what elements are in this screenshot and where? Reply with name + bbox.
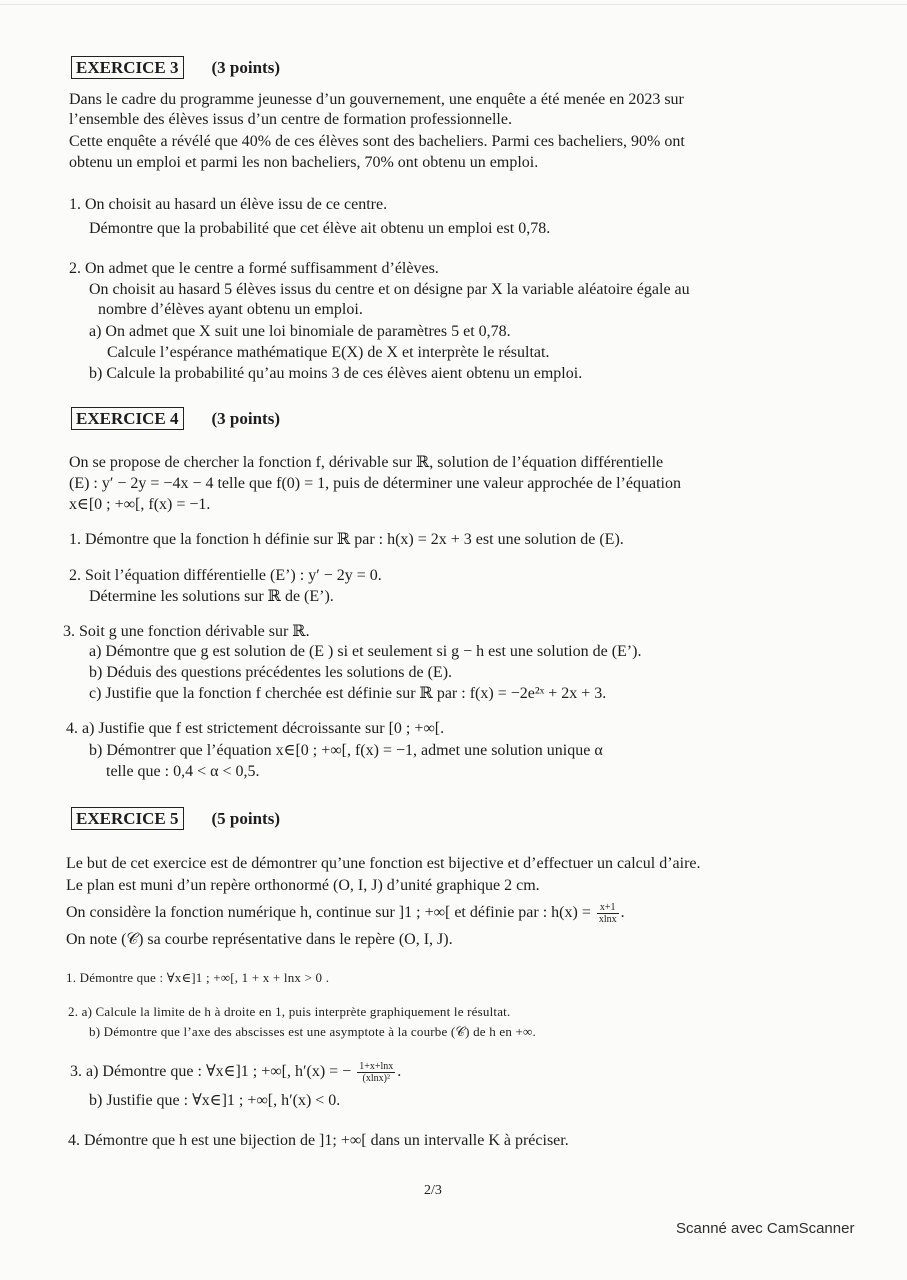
ex3-intro-line: Dans le cadre du programme jeunesse d’un gouvernement, une enquête a été menée en 2023 sur bbox=[69, 91, 684, 108]
ex4-q3c: c) Justifie que la fonction f cherchée est définie sur ℝ par : f(x) = −2e²ˣ + 2x + 3. bbox=[89, 685, 607, 702]
ex3-intro-line: Cette enquête a révélé que 40% de ces élèves sont des bacheliers. Parmi ces bacheliers, 90% ont bbox=[69, 133, 685, 150]
exercise-3-label: EXERCICE 3 bbox=[71, 56, 184, 79]
ex4-q4a: 4. a) Justifie que f est strictement décroissante sur [0 ; +∞[. bbox=[66, 720, 445, 737]
scanner-watermark: Scanné avec CamScanner bbox=[676, 1220, 855, 1237]
ex5-q2a: 2. a) Calcule la limite de h à droite en 1, puis interprète graphiquement le résultat. bbox=[68, 1004, 511, 1019]
ex4-q3b: b) Déduis des questions précédentes les solutions de (E). bbox=[89, 664, 453, 681]
ex3-intro-line: obtenu un emploi et parmi les non bacheliers, 70% ont obtenu un emploi. bbox=[69, 154, 539, 171]
exercise-5-label: EXERCICE 5 bbox=[71, 807, 184, 830]
exercise-4-label: EXERCICE 4 bbox=[71, 407, 184, 430]
exercise-4-header bbox=[71, 407, 280, 430]
ex3-q2a: a) On admet que X suit une loi binomiale de paramètres 5 et 0,78. bbox=[89, 323, 511, 340]
hprime-fraction bbox=[357, 1061, 395, 1084]
ex5-q3a-line: 3. a) Démontre que : ∀x∈]1 ; +∞[, h′(x) = − $\frac{1+x+\ln x}{\text{(xlnx)²}}$ . bbox=[70, 1061, 402, 1084]
ex5-intro-line: Le but de cet exercice est de démontrer qu’une fonction est bijective et d’effectuer un calcul d’aire. bbox=[66, 855, 701, 872]
ex3-q2-text: On choisit au hasard 5 élèves issus du centre et on désigne par X la variable aléatoire égale au bbox=[89, 281, 690, 298]
ex3-q1: 1. On choisit au hasard un élève issu de ce centre. bbox=[69, 196, 388, 213]
ex4-intro-line: x∈[0 ; +∞[, f(x) = −1. bbox=[69, 496, 211, 513]
h-fraction bbox=[597, 902, 619, 925]
exercise-3-header bbox=[71, 56, 280, 79]
ex4-q4b: b) Démontrer que l’équation x∈[0 ; +∞[, f(x) = −1, admet une solution unique α bbox=[89, 742, 603, 759]
hprime-fraction-numerator: 1+x+lnx bbox=[359, 1061, 394, 1072]
ex3-q2b: b) Calcule la probabilité qu’au moins 3 de ces élèves aient obtenu un emploi. bbox=[89, 365, 583, 382]
ex4-q3a: a) Démontre que g est solution de (E ) si et seulement si g − h est une solution de (E’). bbox=[89, 643, 642, 660]
ex4-q1: 1. Démontre que la fonction h définie sur ℝ par : h(x) = 2x + 3 est une solution de (E). bbox=[69, 531, 624, 548]
page-number: 2/3 bbox=[424, 1183, 442, 1198]
ex4-intro-line: (E) : y′ − 2y = −4x − 4 telle que f(0) = 1, puis de déterminer une valeur approchée de l’équation bbox=[69, 475, 681, 492]
ex4-intro-line: On se propose de chercher la fonction f, dérivable sur ℝ, solution de l’équation différentielle bbox=[69, 454, 664, 471]
exercise-5-points: (5 points) bbox=[211, 808, 280, 828]
top-rule bbox=[0, 4, 907, 5]
hprime-fraction-denominator: (xlnx)² bbox=[362, 1073, 390, 1084]
ex5-q1: 1. Démontre que : ∀x∈]1 ; +∞[, 1 + x + lnx > 0 . bbox=[66, 970, 330, 985]
ex5-q2b: b) Démontre que l’axe des abscisses est une asymptote à la courbe (𝒞) de h en +∞. bbox=[89, 1024, 536, 1039]
ex3-q2-text: nombre d’élèves ayant obtenu un emploi. bbox=[98, 301, 363, 318]
ex3-q1-text: Démontre que la probabilité que cet élève ait obtenu un emploi est 0,78. bbox=[89, 220, 551, 237]
h-fraction-denominator: xlnx bbox=[598, 914, 617, 925]
ex3-q2a-text: Calcule l’espérance mathématique E(X) de X et interprète le résultat. bbox=[107, 344, 550, 361]
ex5-intro-line: On note (𝒞) sa courbe représentative dans le repère (O, I, J). bbox=[66, 931, 453, 948]
ex5-h-definition: On considère la fonction numérique h, continue sur ]1 ; +∞[ et définie par : h(x) = bbox=[66, 904, 591, 922]
ex5-q4: 4. Démontre que h est une bijection de ]1; +∞[ dans un intervalle K à préciser. bbox=[68, 1132, 569, 1149]
exercise-5-header bbox=[71, 807, 280, 830]
ex4-q3: 3. Soit g une fonction dérivable sur ℝ. bbox=[63, 623, 310, 640]
ex5-intro-line-h: On considère la fonction numérique h, continue sur ]1 ; +∞[ et définie par : h(x) = $\frac{x+1}{xlnx}$ . bbox=[66, 902, 625, 925]
exercise-3-points: (3 points) bbox=[211, 57, 280, 77]
ex4-q2-text: Détermine les solutions sur ℝ de (E’). bbox=[89, 588, 334, 605]
ex3-q2: 2. On admet que le centre a formé suffisamment d’élèves. bbox=[69, 260, 439, 277]
ex4-q4b-text: telle que : 0,4 < α < 0,5. bbox=[106, 763, 260, 780]
ex4-q2: 2. Soit l’équation différentielle (E’) : y′ − 2y = 0. bbox=[69, 567, 382, 584]
ex3-intro-line: l’ensemble des élèves issus d’un centre de formation professionnelle. bbox=[69, 111, 512, 128]
ex5-intro-line: Le plan est muni d’un repère orthonormé (O, I, J) d’unité graphique 2 cm. bbox=[66, 877, 540, 894]
h-fraction-numerator: x+1 bbox=[597, 902, 619, 914]
ex5-q3a: 3. a) Démontre que : ∀x∈]1 ; +∞[, h′(x) = − bbox=[70, 1063, 352, 1081]
ex5-q3b: b) Justifie que : ∀x∈]1 ; +∞[, h′(x) < 0. bbox=[89, 1092, 341, 1109]
exercise-4-points: (3 points) bbox=[211, 408, 280, 428]
